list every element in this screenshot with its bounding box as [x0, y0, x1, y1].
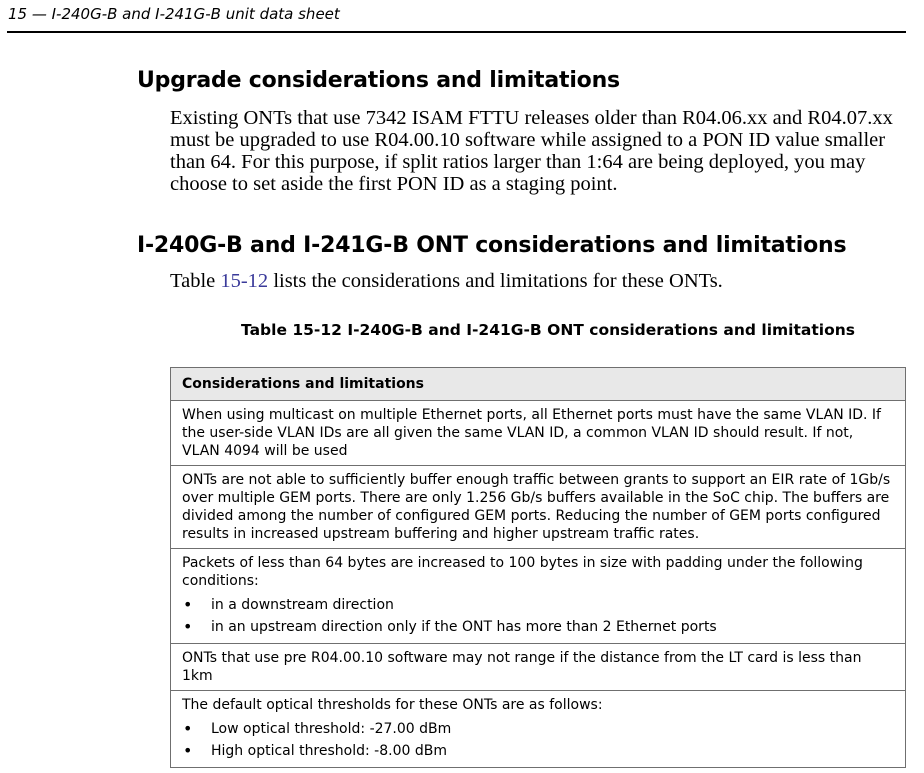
paragraph-suffix: lists the considerations and limitations for these ONTs.	[268, 270, 723, 292]
list-item	[182, 594, 895, 616]
table-cell: When using multicast on multiple Ethernet ports, all Ethernet ports must have the same VLAN ID. If the user-side VLAN IDs are all given the same VLAN ID, a common VLAN ID should result. If not, VLAN 4094 will be used	[171, 401, 906, 466]
list-item	[182, 740, 895, 762]
table-header-row	[171, 368, 906, 401]
bullet-list	[182, 718, 895, 762]
table-row	[171, 466, 906, 549]
list-item-text: in an upstream direction only if the ONT has more than 2 Ethernet ports	[211, 619, 717, 635]
bullet-list	[182, 594, 895, 638]
table-header-cell: Considerations and limitations	[171, 368, 906, 401]
list-item-text: High optical threshold: -8.00 dBm	[211, 743, 447, 759]
ont-considerations-paragraph	[170, 270, 910, 292]
list-item-text: in a downstream direction	[211, 597, 394, 613]
bullet-icon: •	[183, 617, 193, 636]
bullet-icon: •	[183, 595, 193, 614]
paragraph-prefix: Table	[170, 270, 221, 292]
bullet-icon: •	[183, 741, 193, 760]
table-row	[171, 644, 906, 691]
cell-text: Packets of less than 64 bytes are increased to 100 bytes in size with padding under the following conditions:	[182, 555, 863, 589]
table-cell	[171, 691, 906, 768]
table-row	[171, 401, 906, 466]
table-cell: ONTs are not able to sufficiently buffer enough traffic between grants to support an EIR rate of 1Gb/s over multiple GEM ports. There are only 1.256 Gb/s buffers available in the SoC chip. The buffers are divided among the number of configured GEM ports. Reducing the number of GEM ports configured results in increased upstream buffering and higher upstream traffic rates.	[171, 466, 906, 549]
cell-text: The default optical thresholds for these ONTs are as follows:	[182, 697, 603, 713]
section-heading-upgrade: Upgrade considerations and limitations	[137, 68, 620, 93]
table-cell	[171, 549, 906, 644]
list-item	[182, 718, 895, 740]
bullet-icon: •	[183, 719, 193, 738]
table-cross-reference-link[interactable]: 15-12	[220, 270, 269, 292]
table-row	[171, 691, 906, 768]
list-item-text: Low optical threshold: -27.00 dBm	[211, 721, 452, 737]
upgrade-paragraph: Existing ONTs that use 7342 ISAM FTTU releases older than R04.06.xx and R04.07.xx must be upgraded to use R04.00.10 software while assigned to a PON ID value smaller than 64. For this purpose, if split ratios larger than 1:64 are being deployed, you may choose to set aside the first PON ID as a staging point.	[170, 107, 893, 195]
list-item	[182, 616, 895, 638]
table-cell: ONTs that use pre R04.00.10 software may not range if the distance from the LT card is less than 1km	[171, 644, 906, 691]
running-header: 15 — I-240G-B and I-241G-B unit data sheet	[8, 5, 340, 23]
table-caption: Table 15-12 I-240G-B and I-241G-B ONT considerations and limitations	[241, 321, 855, 339]
considerations-table	[170, 367, 906, 768]
table-row	[171, 549, 906, 644]
section-heading-ont-considerations: I-240G-B and I-241G-B ONT considerations and limitations	[137, 233, 847, 258]
header-rule	[7, 31, 906, 33]
